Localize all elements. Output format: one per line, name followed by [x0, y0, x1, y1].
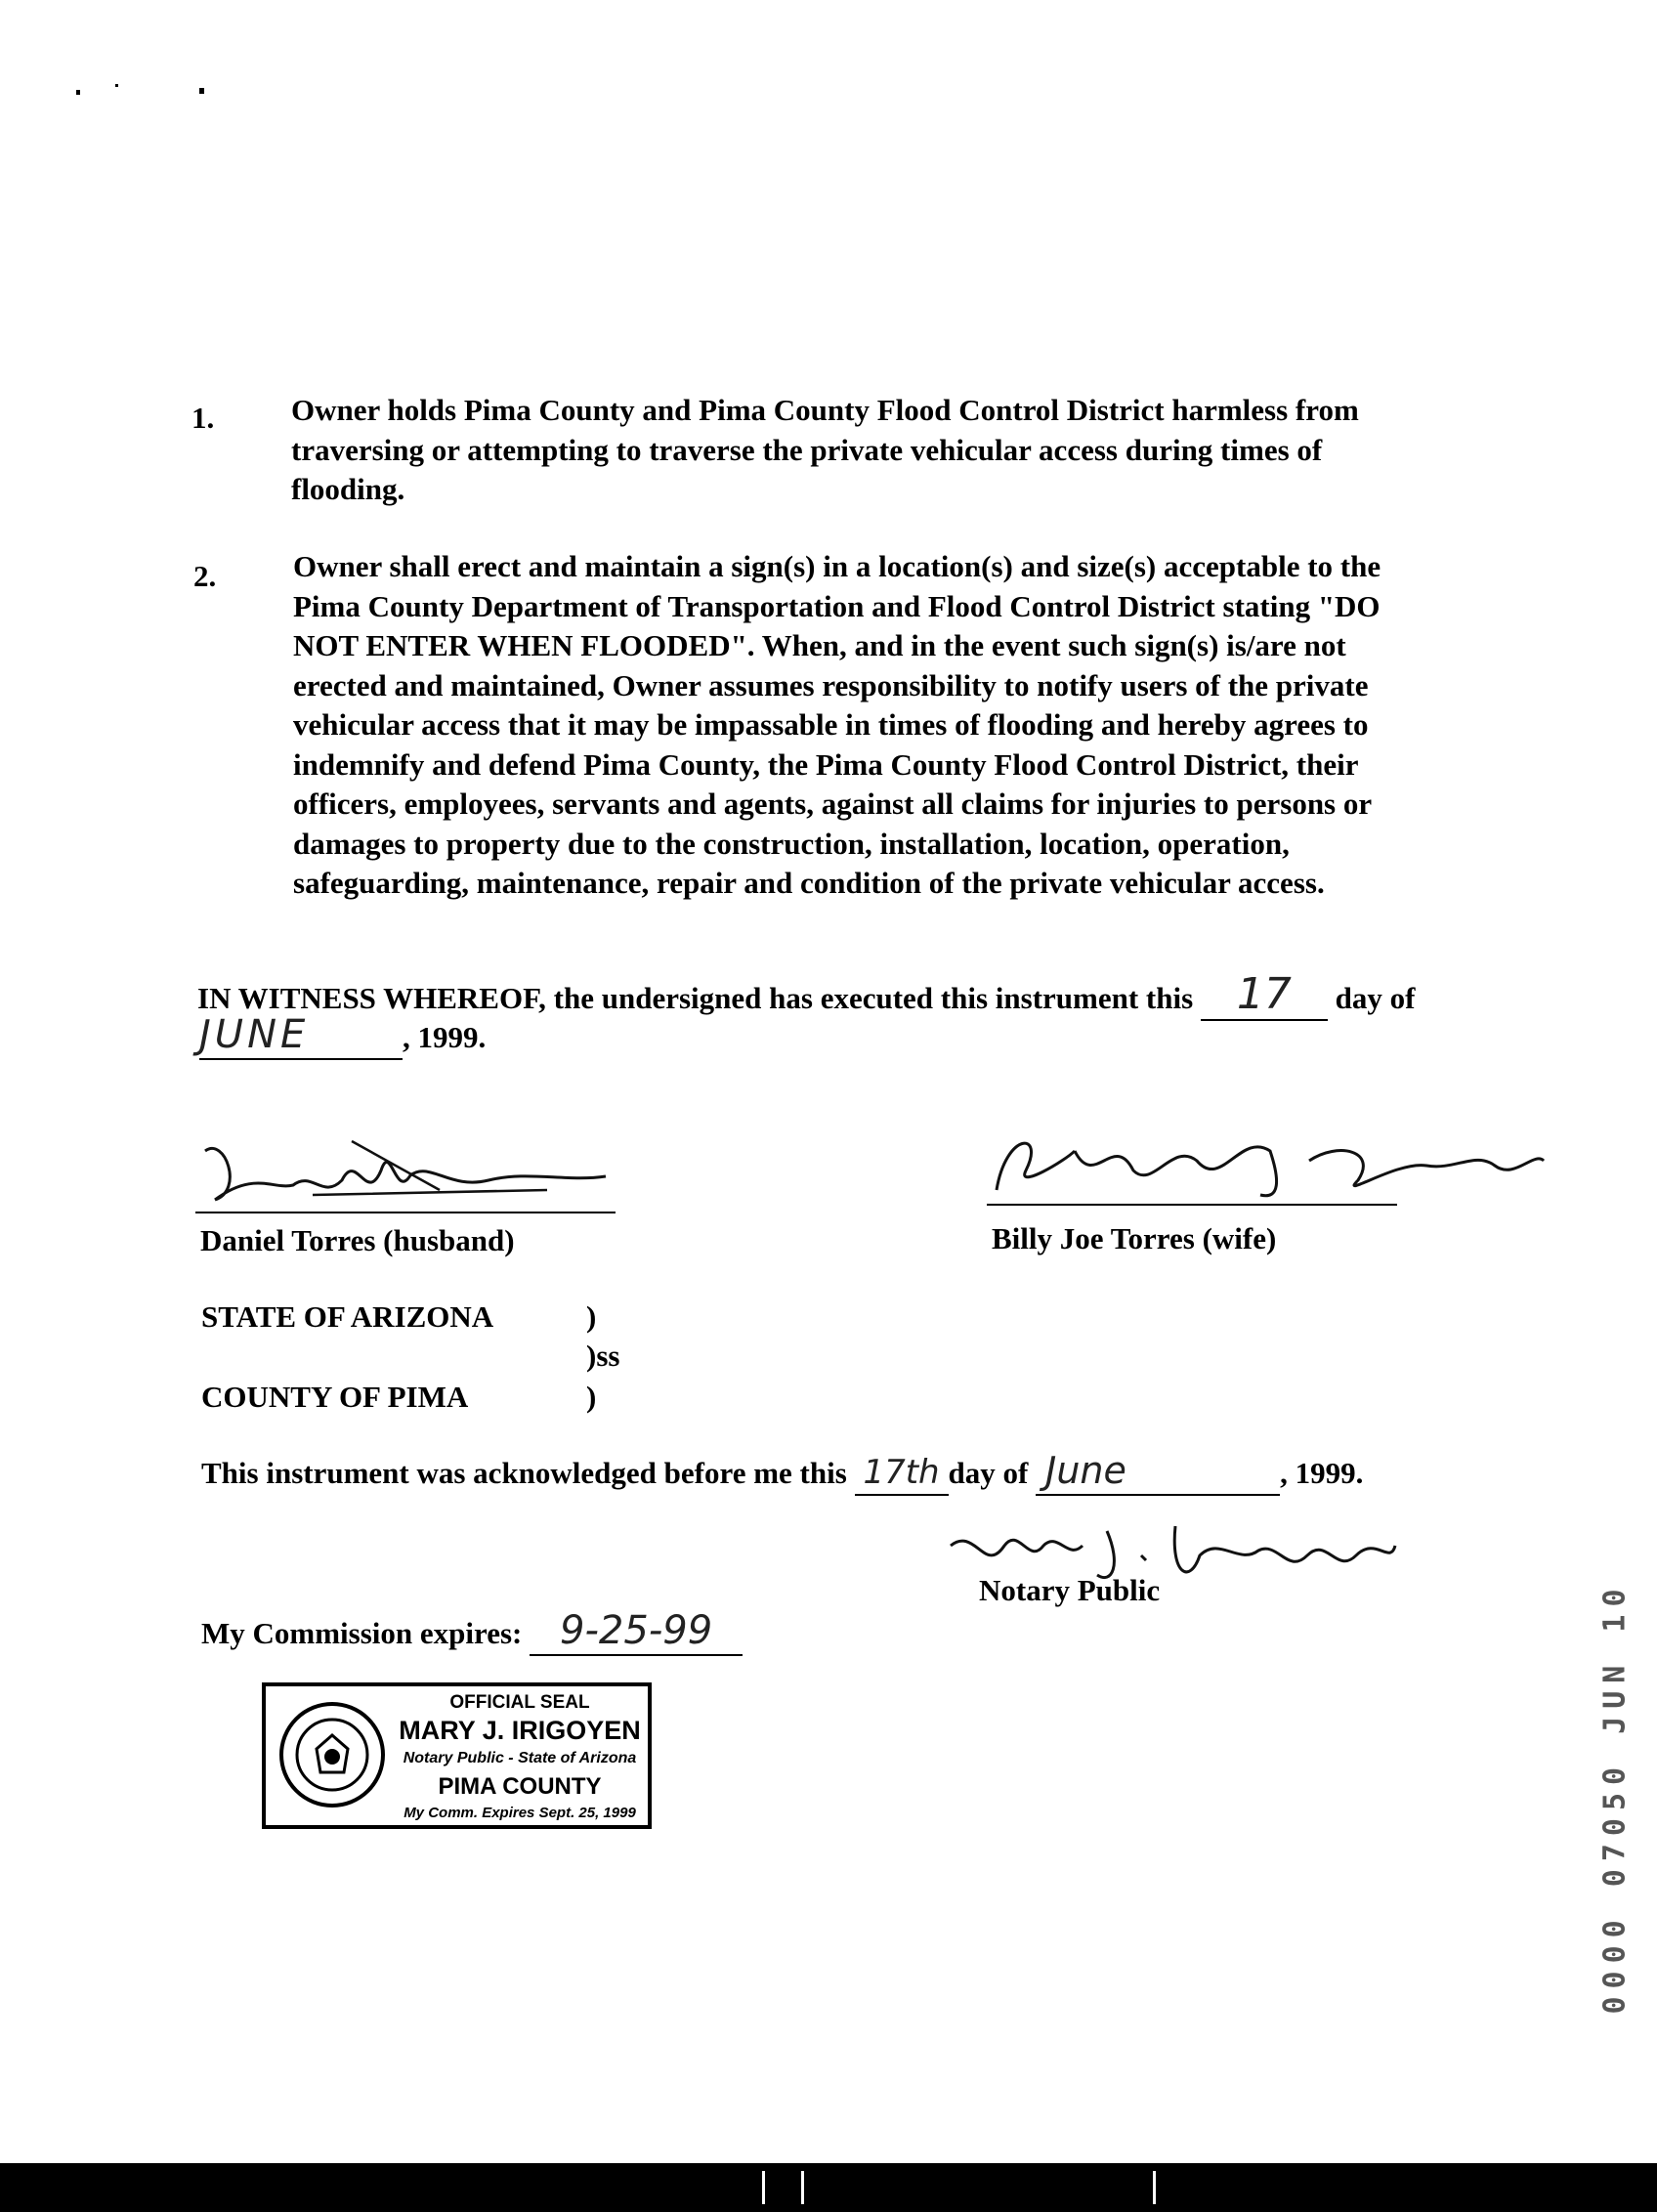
item-1-text: Owner holds Pima County and Pima County Flood Control District harmless from traversing or attempting to traverse the private vehicular access during times of flooding.: [291, 393, 1359, 506]
venue-state: STATE OF ARIZONA: [201, 1299, 494, 1334]
ack-month-blank: [1036, 1449, 1280, 1496]
scan-border-notch: [762, 2171, 765, 2204]
ack-lead: This instrument was acknowledged before me this: [201, 1456, 847, 1490]
seal-line-title: Notary Public - State of Arizona: [403, 1750, 637, 1766]
witness-month-handwritten: JUNE: [199, 1012, 310, 1057]
witness-day-handwritten: 17: [1236, 969, 1292, 1019]
commission-date-handwritten: 9-25-99: [560, 1608, 713, 1653]
venue-paren-top: ): [586, 1299, 597, 1334]
venue-county: COUNTY OF PIMA: [201, 1380, 469, 1414]
commission-label: My Commission expires:: [201, 1616, 523, 1650]
venue-ss: )ss: [586, 1339, 620, 1373]
husband-signature-scrawl: [195, 1131, 616, 1213]
wife-signature-line: [987, 1204, 1397, 1206]
scan-bottom-border: [0, 2163, 1657, 2212]
state-seal-icon: [277, 1700, 387, 1809]
venue-paren-bottom: ): [586, 1380, 597, 1414]
side-stamp-text: 0000 07050 JUN 10: [1597, 1581, 1633, 2015]
seal-line-county: PIMA COUNTY: [438, 1773, 602, 1800]
commission-line: [201, 1608, 743, 1656]
wife-signature: [987, 1122, 1549, 1204]
ack-year: , 1999.: [1280, 1456, 1364, 1490]
item-2-number: 2.: [193, 559, 217, 593]
seal-text-block: [393, 1686, 647, 1821]
witness-line: [197, 969, 1416, 1021]
witness-month-blank: [199, 1012, 403, 1060]
wife-label: Billy Joe Torres (wife): [992, 1221, 1277, 1255]
scan-border-notch: [801, 2171, 804, 2204]
husband-label: Daniel Torres (husband): [200, 1223, 515, 1257]
scan-speck: [76, 90, 80, 95]
witness-day-suffix: day of: [1335, 981, 1416, 1015]
notary-label: Notary Public: [979, 1573, 1161, 1607]
scan-speck: [115, 84, 118, 87]
ack-day-blank: [855, 1454, 949, 1496]
seal-line-expires: My Comm. Expires Sept. 25, 1999: [404, 1805, 636, 1821]
scan-speck: [199, 88, 204, 94]
item-2-text: Owner shall erect and maintain a sign(s) in a location(s) and size(s) acceptable to the Pima County Department of Transportation and Flood Control District stating "DO NOT ENTER WHEN FLOODED". When, and in the event such sign(s) is/are not erected and maintained, Owner assumes responsibility to notify users of the private vehicular access that it may be impassable in times of flooding and hereby agrees to indemnify and defend Pima County, the Pima County Flood Control District, their officers, employees, servants and agents, against all claims for injuries to persons or damages to property due to the construction, installation, location, operation, safeguarding, maintenance, repair and condition of the private vehicular access.: [293, 549, 1381, 900]
husband-signature-line: [195, 1212, 616, 1213]
witness-year: , 1999.: [403, 1020, 487, 1054]
wife-signature-scrawl: [987, 1122, 1549, 1204]
acknowledgment-line: [201, 1449, 1364, 1496]
item-1-number: 1.: [191, 401, 215, 435]
commission-blank: [530, 1608, 743, 1656]
side-stamp: [1583, 1524, 1647, 2071]
seal-line-official: OFFICIAL SEAL: [449, 1692, 590, 1713]
ack-day-of: day of: [948, 1456, 1029, 1490]
witness-day-blank: [1201, 969, 1328, 1021]
ack-day-handwritten: 17th: [863, 1453, 940, 1492]
ack-month-handwritten: June: [1045, 1449, 1126, 1492]
seal-line-name: MARY J. IRIGOYEN: [399, 1716, 641, 1745]
witness-line-2: [199, 1012, 487, 1060]
husband-signature: [195, 1131, 616, 1213]
scan-border-notch: [1153, 2171, 1156, 2204]
official-seal-stamp: [262, 1682, 652, 1829]
witness-lead: IN WITNESS WHEREOF, the undersigned has executed this instrument this: [197, 981, 1194, 1015]
